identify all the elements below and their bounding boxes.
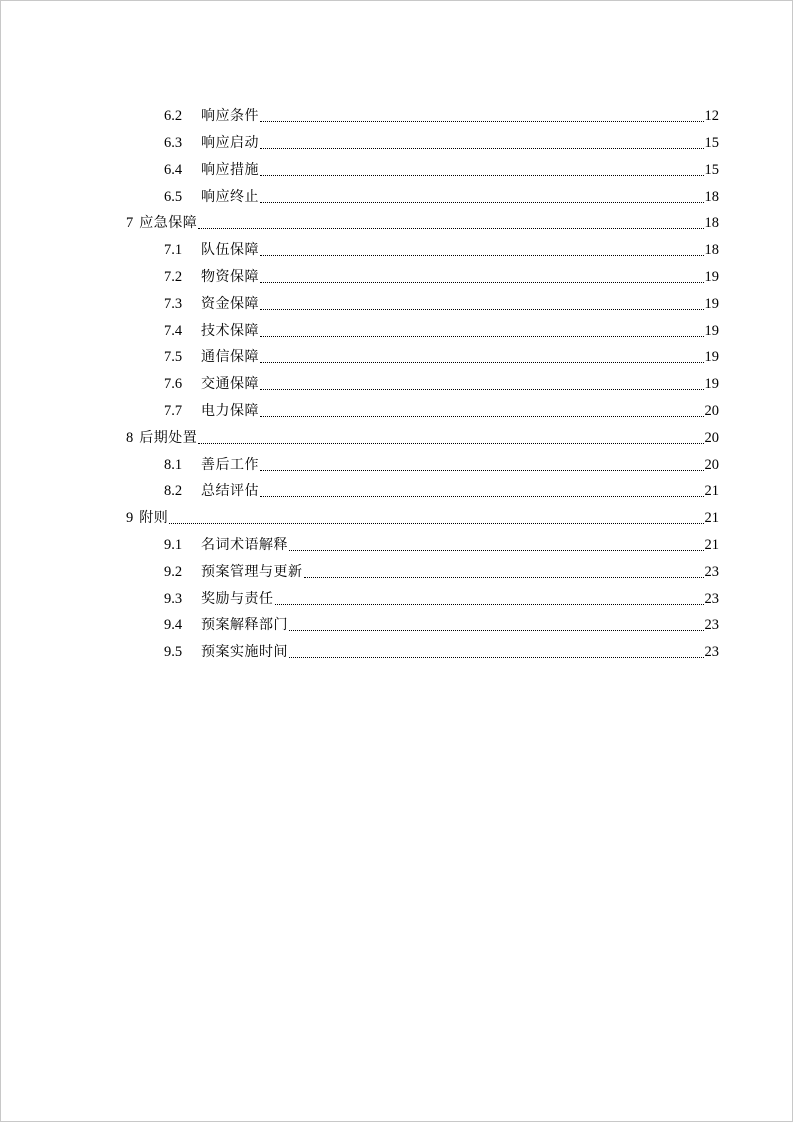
toc-entry[interactable] xyxy=(126,420,719,447)
toc-entry-page: 23 xyxy=(704,591,719,607)
toc-entry-number: 7 xyxy=(126,215,134,231)
toc-entry[interactable] xyxy=(164,259,719,286)
toc-entry-number: 7.4 xyxy=(164,323,183,339)
toc-entry-number: 7.2 xyxy=(164,269,183,285)
toc-entry-number: 8.2 xyxy=(164,483,183,499)
toc-dot-leader xyxy=(260,309,704,310)
toc-entry-page: 19 xyxy=(704,323,719,339)
toc-entry-title: 电力保障 xyxy=(201,403,259,419)
toc-entry-number: 9.4 xyxy=(164,617,183,633)
toc-entry-title: 总结评估 xyxy=(201,483,259,499)
toc-dot-leader xyxy=(198,228,703,229)
toc-dot-leader xyxy=(198,443,703,444)
toc-dot-leader xyxy=(260,121,704,122)
toc-entry-title: 附则 xyxy=(139,510,169,526)
toc-dot-leader xyxy=(260,470,704,471)
toc-entry[interactable] xyxy=(164,634,719,661)
toc-entry-page: 19 xyxy=(704,349,719,365)
toc-entry[interactable] xyxy=(164,152,719,179)
toc-entry-page: 19 xyxy=(704,296,719,312)
toc-entry-page: 19 xyxy=(704,376,719,392)
toc-entry-page: 21 xyxy=(704,483,719,499)
toc-entry[interactable] xyxy=(164,366,719,393)
toc-entry[interactable] xyxy=(164,286,719,313)
toc-entry-page: 12 xyxy=(704,108,719,124)
toc-entry[interactable] xyxy=(164,339,719,366)
toc-entry[interactable] xyxy=(164,554,719,581)
toc-entry-number: 6.5 xyxy=(164,189,183,205)
toc-entry-number: 9.5 xyxy=(164,644,183,660)
toc-dot-leader xyxy=(289,657,704,658)
toc-entry[interactable] xyxy=(164,232,719,259)
toc-entry-number: 9 xyxy=(126,510,134,526)
toc-entry-page: 18 xyxy=(704,189,719,205)
toc-entry[interactable] xyxy=(164,447,719,474)
toc-entry-page: 18 xyxy=(704,215,719,231)
toc-entry[interactable] xyxy=(164,393,719,420)
toc-entry-title: 队伍保障 xyxy=(201,242,259,258)
toc-entry[interactable] xyxy=(126,500,719,527)
toc-entry[interactable] xyxy=(164,125,719,152)
toc-entry-number: 9.3 xyxy=(164,591,183,607)
toc-entry-title: 预案解释部门 xyxy=(201,617,288,633)
toc-dot-leader xyxy=(275,604,704,605)
toc-dot-leader xyxy=(260,175,704,176)
toc-entry-page: 15 xyxy=(704,162,719,178)
toc-entry-page: 20 xyxy=(704,457,719,473)
toc-entry-number: 8 xyxy=(126,430,134,446)
toc-entry-page: 23 xyxy=(704,644,719,660)
toc-dot-leader xyxy=(260,148,704,149)
toc-entry-page: 21 xyxy=(704,537,719,553)
toc-dot-leader xyxy=(260,202,704,203)
toc-dot-leader xyxy=(289,630,704,631)
toc-entry-title: 响应终止 xyxy=(201,189,259,205)
toc-dot-leader xyxy=(289,550,704,551)
toc-entry-number: 7.7 xyxy=(164,403,183,419)
toc-entry-page: 23 xyxy=(704,564,719,580)
toc-entry-number: 7.5 xyxy=(164,349,183,365)
toc-entry-page: 15 xyxy=(704,135,719,151)
toc-entry-number: 7.6 xyxy=(164,376,183,392)
toc-entry-title: 响应启动 xyxy=(201,135,259,151)
toc-entry-title: 通信保障 xyxy=(201,349,259,365)
toc-entry[interactable] xyxy=(126,205,719,232)
toc-entry[interactable] xyxy=(164,313,719,340)
toc-entry-number: 7.1 xyxy=(164,242,183,258)
toc-entry-number: 6.3 xyxy=(164,135,183,151)
toc-entry-page: 20 xyxy=(704,403,719,419)
toc-entry[interactable] xyxy=(164,473,719,500)
toc-dot-leader xyxy=(260,362,704,363)
toc-entry-title: 奖励与责任 xyxy=(201,591,274,607)
toc-entry[interactable] xyxy=(164,179,719,206)
toc-entry-number: 8.1 xyxy=(164,457,183,473)
toc-entry[interactable] xyxy=(164,581,719,608)
toc-entry-title: 物资保障 xyxy=(201,269,259,285)
toc-dot-leader xyxy=(260,496,704,497)
toc-entry-page: 18 xyxy=(704,242,719,258)
toc-entry-title: 响应条件 xyxy=(201,108,259,124)
toc-entry-number: 9.2 xyxy=(164,564,183,580)
toc-dot-leader xyxy=(260,389,704,390)
toc-entry-title: 后期处置 xyxy=(139,430,198,446)
toc-dot-leader xyxy=(169,523,703,524)
toc-entry[interactable] xyxy=(164,527,719,554)
toc-dot-leader xyxy=(260,336,704,337)
toc-entry-page: 19 xyxy=(704,269,719,285)
toc-entry-title: 预案实施时间 xyxy=(201,644,288,660)
toc-dot-leader xyxy=(260,416,704,417)
toc-entry-number: 7.3 xyxy=(164,296,183,312)
toc-entry-number: 9.1 xyxy=(164,537,183,553)
toc-entry-title: 资金保障 xyxy=(201,296,259,312)
toc-entry-number: 6.2 xyxy=(164,108,183,124)
toc-entry-title: 名词术语解释 xyxy=(201,537,288,553)
toc-dot-leader xyxy=(260,282,704,283)
toc-entry-page: 20 xyxy=(704,430,719,446)
toc-entry-title: 技术保障 xyxy=(201,323,259,339)
toc-entry-page: 23 xyxy=(704,617,719,633)
toc-entry-page: 21 xyxy=(704,510,719,526)
toc-dot-leader xyxy=(304,577,704,578)
toc-entry-title: 善后工作 xyxy=(201,457,259,473)
toc-entry-title: 响应措施 xyxy=(201,162,259,178)
toc-entry[interactable] xyxy=(164,98,719,125)
toc-entry-title: 交通保障 xyxy=(201,376,259,392)
toc-entry[interactable] xyxy=(164,607,719,634)
toc-entry-number: 6.4 xyxy=(164,162,183,178)
toc-entry-title: 应急保障 xyxy=(139,215,198,231)
toc-dot-leader xyxy=(260,255,704,256)
toc-entry-title: 预案管理与更新 xyxy=(201,564,303,580)
